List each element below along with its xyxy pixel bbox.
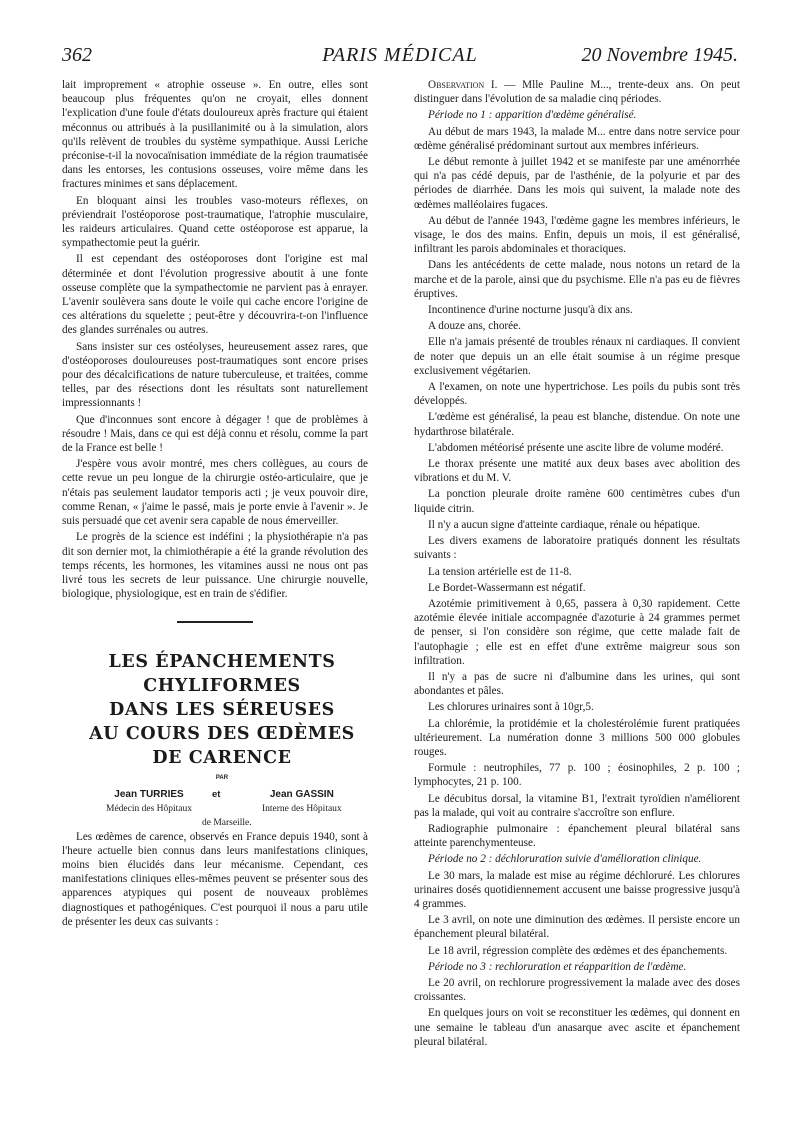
case-paragraph: La tension artérielle est de 11-8. <box>428 565 572 578</box>
left-paragraph: J'espère vous avoir montré, mes chers collègues, au cours de cette revue un peu longue de la chirurgie ostéo-articulaire, que je n'étais pas seulement laudator temporis acti ; je veux pouvoir dire, comme Renan, « j'aime le passé, mais je porte envie à l'avenir ». Je suis persuadé que cet avenir sera capable de nous émerveiller. <box>62 458 368 528</box>
case-paragraph: Le 20 avril, on rechlorure progressivement la malade avec des doses croissantes. <box>414 976 740 1004</box>
case-paragraph: Le début remonte à juillet 1942 et se manifeste par une aménorrhée qui n'a pas cédé depuis, par de l'asthénie, de la polyurie et par des périodes de diarrhée. Dans les mois qui suivent, la malade note des œdèmes malléolaires fugaces. <box>414 156 740 211</box>
case-paragraph: Le décubitus dorsal, la vitamine B1, l'extrait tyroïdien n'améliorent pas la malade, qui voit au contraire s'accroître son enflure. <box>414 792 740 819</box>
left-paragraph: En bloquant ainsi les troubles vaso-moteurs réflexes, on préviendrait l'ostéoporose post-traumatique, l'atrophie musculaire, les raideurs articulaires. Quand cette ostéoporose est apparue, la sympathectomie peut la guérir. <box>62 194 368 250</box>
case-paragraph: L'abdomen météorisé présente une ascite libre de volume modéré. <box>428 441 724 454</box>
case-paragraph: Incontinence d'urine nocturne jusqu'à dix ans. <box>428 304 633 317</box>
period-3-heading: Période no 3 : rechloruration et réapparition de l'œdème. <box>428 960 687 973</box>
observation-text: — Mlle Pauline M..., trente-deux ans. On peut distinguer dans l'évolution de sa maladie cinq périodes. <box>414 79 741 106</box>
author-2-role: Interne des Hôpitaux <box>262 803 342 814</box>
byline-par: PAR <box>215 775 229 782</box>
case-paragraph: Elle n'a jamais présenté de troubles rénaux ni cardiaques. Il convient de noter que depuis un an elle était soumise à un régime presque exclusivement végétarien. <box>414 336 740 377</box>
left-paragraph: Le progrès de la science est indéfini ; la physiothérapie n'a pas dit son dernier mot, la chimiothérapie a été la grande révolution des temps récents, les hormones, les vitamines aussi ne nous ont pas livré tous les secrets de leur puissance. Une chirurgie nouvelle, biologique, physiologique, est en train de s'édifier. <box>62 531 368 601</box>
right-column <box>414 78 740 1051</box>
case-paragraph: Le Bordet-Wassermann est négatif. <box>428 581 586 594</box>
period-1-heading: Période no 1 : apparition d'œdème généralisé. <box>428 109 637 122</box>
left-paragraph: Sans insister sur ces ostéolyses, heureusement assez rares, que d'ostéoporoses douloureuses post-traumatiques sont encore prises pour des décalcifications de nature tuberculeuse, et traitées, comme telles, par des résections dont les résultats sont naturellement impressionnants ! <box>62 340 368 410</box>
case-paragraph: Azotémie primitivement à 0,65, passera à 0,30 rapidement. Cette azotémie élevée initiale accompagnée d'azoturie à 24 grammes permet de penser, si l'on considère son régime, que cette malade fait de l'autophagie ; elle est en effet d'une extrême maigreur sous son infiltration. <box>414 597 740 667</box>
case-paragraph: La chlorémie, la protidémie et la cholestérolémie furent pratiquées ultérieurement. La numération donne 3 millions 500 000 globules rouges. <box>414 717 740 758</box>
case-paragraph: Formule : neutrophiles, 77 p. 100 ; éosinophiles, 2 p. 100 ; lymphocytes, 21 p. 100. <box>414 762 740 789</box>
case-paragraph: Au début de l'année 1943, l'œdème gagne les membres inférieurs, le visage, le dos des mains. Enfin, depuis un mois, il est généralisé, infiltrant les parois abdominales et thoraciques. <box>414 214 740 256</box>
author-2-name: Jean GASSIN <box>269 788 334 800</box>
case-paragraph: Radiographie pulmonaire : épanchement pleural bilatéral sans atteinte parenchymenteuse. <box>414 822 740 850</box>
case-paragraph: A l'examen, on note une hypertrichose. Les poils du pubis sont très développés. <box>414 381 740 408</box>
authors-block <box>62 788 368 830</box>
article-title-line: DANS LES SÉREUSES <box>109 700 335 721</box>
author-city: de Marseille. <box>202 817 252 828</box>
observation-label: Observation I. <box>428 79 498 91</box>
issue-date: 20 Novembre 1945. <box>581 44 738 66</box>
article-title-line: AU COURS DES ŒDÈMES <box>89 724 355 745</box>
left-paragraph: lait improprement « atrophie osseuse ». En outre, elles sont beaucoup plus fréquentes qu'on ne croyait, elles donnent l'explication d'une foule d'états douloureux après fracture qui étaient méconnus ou attribués à la pusillanimité ou à la simulation, alors qu'ils relèvent de troubles du système sympathique. Aussi Leriche préconise-t-il la novocaïnisation immédiate de la région traumatisée dans les entorses, les contusions osseuses, voire même dans les fractures minimes et sans déplacement. <box>62 79 368 191</box>
left-paragraph: Il est cependant des ostéoporoses dont l'origine est mal déterminée et dont l'évolution progressive aboutit à une fonte osseuse complète que la sympathectomie ne parvient pas à enrayer. L'avenir soulèvera sans doute le voile qui cache encore l'origine de ces altérations du squelette ; peut-être y découvrira-t-on l'influence des glandes surrénales ou autres. <box>62 253 368 337</box>
article-title-line: LES ÉPANCHEMENTS <box>108 652 336 673</box>
observation-heading <box>414 78 740 106</box>
case-paragraph: Il n'y a pas de sucre ni d'albumine dans les urines, qui sont abondantes et pâles. <box>414 670 740 698</box>
case-paragraph: Le thorax présente une matité aux deux bases avec abolition des vibrations et du M. V. <box>414 458 740 485</box>
section-divider <box>177 621 253 623</box>
left-paragraph: Que d'inconnues sont encore à dégager ! que de problèmes à résoudre ! Mais, dans ce qui est déjà connu et résolu, comme la part de la France est belle ! <box>62 413 368 455</box>
case-paragraph: Il n'y a aucun signe d'atteinte cardiaque, rénale ou hépatique. <box>428 518 701 531</box>
author-1 <box>106 788 192 816</box>
article-title-line: CHYLIFORMES <box>143 676 301 697</box>
case-paragraph: Les divers examens de laboratoire pratiqués donnent les résultats suivants : <box>414 535 740 562</box>
case-paragraph: En quelques jours on voit se reconstituer les œdèmes, qui donnent en une semaine le tableau d'un anasarque avec ascite et épanchement pleural bilatéral. <box>414 1007 740 1048</box>
article-intro: Les œdèmes de carence, observés en France depuis 1940, sont à l'heure actuelle bien connus dans leurs manifestations cliniques, moins bien élucidés dans leur mécanisme. Cependant, ces manifestations cliniques elles-mêmes peuvent se présenter sous des apparences atypiques qui posent de nouveaux problèmes diagnostiques et pathogéniques. C'est pourquoi il nous a paru utile de présenter les deux cas suivants : <box>62 830 368 928</box>
case-paragraph: Les chlorures urinaires sont à 10gr,5. <box>428 701 594 714</box>
author-1-name: Jean TURRIES <box>114 788 184 800</box>
case-paragraph: La ponction pleurale droite ramène 600 centimètres cubes d'un liquide citrin. <box>414 488 740 515</box>
case-paragraph: A douze ans, chorée. <box>428 320 521 333</box>
case-paragraph: Le 30 mars, la malade est mise au régime déchloruré. Les chlorures urinaires dosés quotidiennement accusent une baisse progressive jusqu'à 4 grammes. <box>414 869 740 910</box>
journal-title: PARIS MÉDICAL <box>322 44 478 66</box>
case-paragraph: Le 3 avril, on note une diminution des œdèmes. Il persiste encore un épanchement pleural bilatéral. <box>414 914 740 941</box>
left-column <box>62 78 368 931</box>
author-1-role: Médecin des Hôpitaux <box>106 803 193 814</box>
case-paragraph: Dans les antécédents de cette malade, nous notons un retard de la marche et de la parole, ainsi que du psychisme. Elle n'a pas eu de fièvres éruptives. <box>414 259 740 300</box>
author-conjunction: et <box>212 788 221 800</box>
case-paragraph: Au début de mars 1943, la malade M... entre dans notre service pour œdème généralisé prédominant surtout aux membres inférieurs. <box>414 125 740 152</box>
author-2 <box>262 788 342 816</box>
case-paragraph: Le 18 avril, régression complète des œdèmes et des épanchements. <box>428 944 728 957</box>
case-paragraph: L'œdème est généralisé, la peau est blanche, distendue. On note une hydarthrose bilatérale. <box>414 411 740 438</box>
article-title-line: DE CARENCE <box>152 748 292 769</box>
period-2-heading: Période no 2 : déchloruration suivie d'amélioration clinique. <box>428 853 702 866</box>
page-number: 362 <box>62 44 92 66</box>
page-header <box>62 44 738 72</box>
